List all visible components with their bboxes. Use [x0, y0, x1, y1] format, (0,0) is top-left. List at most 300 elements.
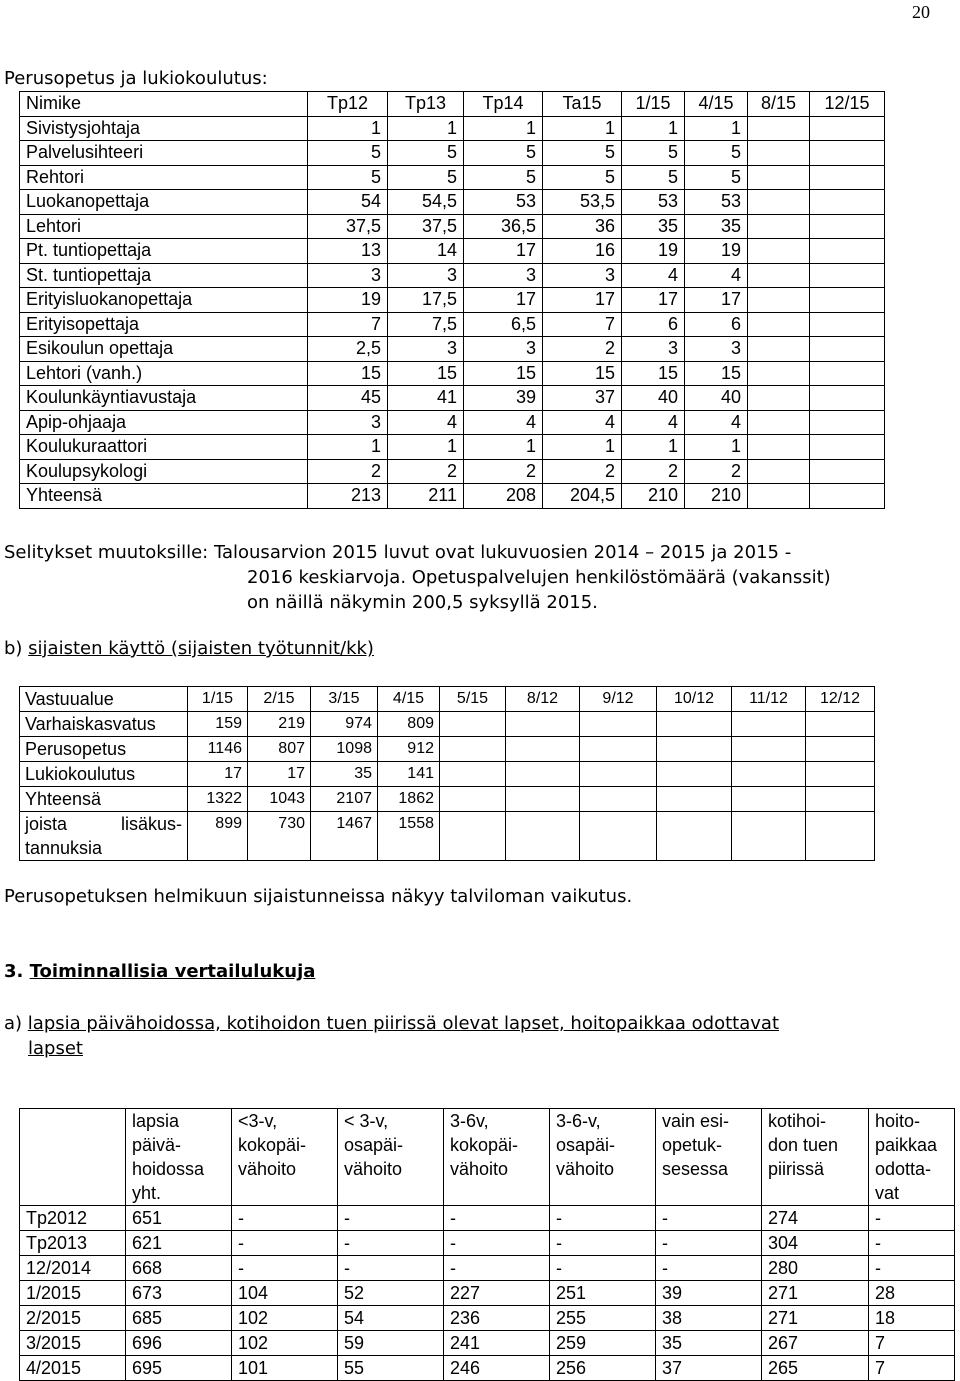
table-row [20, 312, 885, 337]
table-cell: 3 [308, 263, 388, 288]
table-cell: 1146 [188, 737, 248, 762]
table-cell: 102 [232, 1331, 338, 1356]
table-cell: 3 [308, 410, 388, 435]
table-cell [440, 712, 506, 737]
table-cell: - [550, 1206, 656, 1231]
header-cell: 4/15 [378, 687, 440, 712]
row-label: Erityisluokanopettaja [20, 288, 308, 313]
table-cell: 1 [388, 435, 464, 460]
table-cell [506, 737, 580, 762]
daycare-table [19, 1108, 955, 1381]
row-label: Yhteensä [20, 787, 188, 812]
table-cell: 15 [685, 361, 748, 386]
header-line: vain esi- [662, 1111, 730, 1131]
explanation-text-3: on näillä näkymin 200,5 syksyllä 2015. [247, 592, 598, 613]
table-cell: 1 [543, 435, 622, 460]
table-cell [580, 787, 657, 812]
table-row [20, 484, 885, 509]
table-cell: 695 [126, 1356, 232, 1381]
row-label: Esikoulun opettaja [20, 337, 308, 362]
table-cell: 45 [308, 386, 388, 411]
table-cell: 5 [543, 165, 622, 190]
table-cell: 53 [622, 190, 685, 215]
table-cell [748, 312, 810, 337]
table-row [20, 263, 885, 288]
table-cell: 5 [388, 165, 464, 190]
header-line: kotihoi- [768, 1111, 827, 1131]
header-cell: 2/15 [248, 687, 311, 712]
row-label: Erityisopettaja [20, 312, 308, 337]
table-cell: 52 [338, 1281, 444, 1306]
header-line: vähoito [344, 1159, 403, 1179]
table-cell: 17 [464, 288, 543, 313]
table-cell: 39 [464, 386, 543, 411]
table-cell: 211 [388, 484, 464, 509]
table-cell: 15 [308, 361, 388, 386]
header-cell: 12/15 [810, 92, 885, 117]
table-cell [810, 337, 885, 362]
row-label: Lehtori (vanh.) [20, 361, 308, 386]
table-cell: 4 [622, 410, 685, 435]
table-cell: 219 [248, 712, 311, 737]
table-cell: - [656, 1206, 762, 1231]
table-cell: - [444, 1206, 550, 1231]
header-cell [656, 1109, 762, 1206]
header-cell: 4/15 [685, 92, 748, 117]
table-cell: 15 [543, 361, 622, 386]
header-line: opetuk- [662, 1135, 723, 1155]
table-cell [806, 712, 875, 737]
row-label: Koulupsykologi [20, 459, 308, 484]
table-cell: 17 [248, 762, 311, 787]
table-cell [506, 712, 580, 737]
table-cell [748, 435, 810, 460]
header-cell: 1/15 [622, 92, 685, 117]
table-cell: 280 [762, 1256, 869, 1281]
table-cell: 59 [338, 1331, 444, 1356]
table-row [20, 361, 885, 386]
table-cell: 241 [444, 1331, 550, 1356]
table-row [20, 116, 885, 141]
header-cell: 9/12 [580, 687, 657, 712]
table-cell: 37,5 [388, 214, 464, 239]
row-label-line-1: joista lisäkus- [25, 814, 182, 834]
header-line: vähoito [450, 1159, 509, 1179]
header-line: <3-v, [238, 1111, 278, 1131]
header-cell: Tp14 [464, 92, 543, 117]
table-cell [810, 165, 885, 190]
substitutes-heading [4, 638, 374, 659]
table-cell: 40 [685, 386, 748, 411]
table-cell: 271 [762, 1306, 869, 1331]
table-cell: 621 [126, 1231, 232, 1256]
table-cell: - [232, 1206, 338, 1231]
header-line: lapsia [132, 1111, 180, 1131]
table-cell: - [338, 1206, 444, 1231]
table-cell [657, 762, 732, 787]
table-cell: 35 [685, 214, 748, 239]
table-cell: 13 [308, 239, 388, 264]
table-cell [732, 712, 806, 737]
table-cell: 1 [464, 435, 543, 460]
table-cell [440, 737, 506, 762]
table-cell: 17,5 [388, 288, 464, 313]
table-cell: 685 [126, 1306, 232, 1331]
table-cell [810, 312, 885, 337]
table-cell: 2 [388, 459, 464, 484]
table-cell [810, 190, 885, 215]
header-cell: 10/12 [657, 687, 732, 712]
row-label: 12/2014 [20, 1256, 126, 1281]
table-cell: - [550, 1256, 656, 1281]
row-label: Rehtori [20, 165, 308, 190]
section3-title: Toiminnallisia vertailulukuja [29, 961, 316, 982]
header-line: 3-6v, [450, 1111, 489, 1131]
table-row [20, 712, 875, 737]
table-cell [440, 812, 506, 861]
table-cell: 3 [388, 337, 464, 362]
table-cell: 5 [308, 165, 388, 190]
header-cell: Tp13 [388, 92, 464, 117]
table-cell [748, 484, 810, 509]
table-cell: 1 [388, 116, 464, 141]
header-cell [338, 1109, 444, 1206]
table-cell [810, 435, 885, 460]
table-cell: 1098 [311, 737, 378, 762]
table-cell: 40 [622, 386, 685, 411]
table-cell [748, 361, 810, 386]
table-cell: 2 [543, 337, 622, 362]
header-cell [762, 1109, 869, 1206]
table-row [20, 386, 885, 411]
header-cell: 8/12 [506, 687, 580, 712]
table-cell: 227 [444, 1281, 550, 1306]
table-row [20, 787, 875, 812]
table-cell: 104 [232, 1281, 338, 1306]
table-cell [580, 712, 657, 737]
table-cell: 5 [685, 165, 748, 190]
table-cell: 2,5 [308, 337, 388, 362]
table-cell: 246 [444, 1356, 550, 1381]
table-cell [806, 787, 875, 812]
header-line: osapäi- [344, 1135, 404, 1155]
table-cell: - [232, 1256, 338, 1281]
table-cell [810, 386, 885, 411]
explanation-block [4, 540, 831, 615]
section3-heading [4, 961, 315, 982]
table-cell: 304 [762, 1231, 869, 1256]
table-cell: 35 [656, 1331, 762, 1356]
table-cell: 5 [543, 141, 622, 166]
table-cell: 4 [685, 263, 748, 288]
table-cell: 265 [762, 1356, 869, 1381]
sub-title-line-1: lapsia päivähoidossa, kotihoidon tuen piirissä olevat lapset, hoitopaikkaa odottavat [27, 1013, 780, 1034]
table-cell: 651 [126, 1206, 232, 1231]
table-cell: 255 [550, 1306, 656, 1331]
table-cell: 17 [622, 288, 685, 313]
table-cell: 809 [378, 712, 440, 737]
table-header-row [20, 1109, 955, 1206]
table-cell [748, 337, 810, 362]
table-cell: 3 [685, 337, 748, 362]
table-cell [748, 288, 810, 313]
header-line: 3-6-v, [556, 1111, 601, 1131]
table-cell [810, 116, 885, 141]
header-cell: 5/15 [440, 687, 506, 712]
table-cell: 5 [308, 141, 388, 166]
table-cell: 7 [543, 312, 622, 337]
header-line: päivä- [132, 1135, 182, 1155]
table-cell: 2 [543, 459, 622, 484]
table-cell [732, 787, 806, 812]
table-row [20, 1331, 955, 1356]
table-cell [810, 214, 885, 239]
table-cell: 1 [308, 116, 388, 141]
table-cell: 17 [543, 288, 622, 313]
row-label: St. tuntiopettaja [20, 263, 308, 288]
header-cell [550, 1109, 656, 1206]
heading-prefix: b) [4, 638, 29, 659]
table-cell: - [550, 1231, 656, 1256]
table-cell: 37 [656, 1356, 762, 1381]
table-cell [657, 787, 732, 812]
table-cell: 28 [869, 1281, 955, 1306]
row-label: Yhteensä [20, 484, 308, 509]
table-cell: 2107 [311, 787, 378, 812]
table-cell [657, 812, 732, 861]
row-label: Varhaiskasvatus [20, 712, 188, 737]
table-row [20, 410, 885, 435]
table-cell: 53,5 [543, 190, 622, 215]
table-cell: 3 [464, 337, 543, 362]
table-cell [506, 762, 580, 787]
table-cell: - [869, 1231, 955, 1256]
table-cell: 5 [622, 141, 685, 166]
table-cell: 16 [543, 239, 622, 264]
table-cell [657, 712, 732, 737]
explanation-text-1: Talousarvion 2015 luvut ovat lukuvuosien 2014 – 2015 ja 2015 - [213, 542, 792, 563]
table-cell: 54 [308, 190, 388, 215]
table-cell [657, 737, 732, 762]
row-label: 4/2015 [20, 1356, 126, 1381]
table-cell: 2 [308, 459, 388, 484]
table-cell: 3 [388, 263, 464, 288]
table-cell: 35 [311, 762, 378, 787]
table-cell: 274 [762, 1206, 869, 1231]
table-cell: 807 [248, 737, 311, 762]
substitutes-note: Perusopetuksen helmikuun sijaistunneissa näkyy talviloman vaikutus. [4, 886, 633, 907]
table-row [20, 737, 875, 762]
staff-table [19, 91, 885, 509]
header-cell: 3/15 [311, 687, 378, 712]
table-cell: 7 [869, 1356, 955, 1381]
table-cell: 53 [464, 190, 543, 215]
header-line: yht. [132, 1183, 162, 1203]
table-cell: 1 [685, 116, 748, 141]
header-cell: 1/15 [188, 687, 248, 712]
table-cell: 1862 [378, 787, 440, 812]
header-cell [126, 1109, 232, 1206]
table-cell: 259 [550, 1331, 656, 1356]
header-line: < 3-v, [344, 1111, 389, 1131]
table-cell [748, 165, 810, 190]
table-cell: 1043 [248, 787, 311, 812]
table-cell: 256 [550, 1356, 656, 1381]
table-cell [810, 141, 885, 166]
table-cell: 3 [464, 263, 543, 288]
table-row [20, 435, 885, 460]
table-cell: 208 [464, 484, 543, 509]
table-cell: 236 [444, 1306, 550, 1331]
table-row [20, 165, 885, 190]
table-cell: 15 [464, 361, 543, 386]
table-cell: 7 [308, 312, 388, 337]
table-cell: 2 [685, 459, 748, 484]
table-cell: 899 [188, 812, 248, 861]
table-cell: 54,5 [388, 190, 464, 215]
table-cell [732, 762, 806, 787]
header-line: vähoito [238, 1159, 297, 1179]
header-line: sesessa [662, 1159, 729, 1179]
table-cell [748, 386, 810, 411]
table-cell [810, 410, 885, 435]
table-cell: 251 [550, 1281, 656, 1306]
table-cell: 267 [762, 1331, 869, 1356]
table-cell: - [444, 1256, 550, 1281]
table-row [20, 762, 875, 787]
table-cell [806, 737, 875, 762]
row-label [20, 812, 188, 861]
table-cell: 36 [543, 214, 622, 239]
header-line: vat [875, 1183, 900, 1203]
row-label-line-2: tannuksia [25, 838, 103, 858]
row-label: Koulunkäyntiavustaja [20, 386, 308, 411]
header-line: hoidossa [132, 1159, 205, 1179]
table-row [20, 812, 875, 861]
table-cell: 668 [126, 1256, 232, 1281]
table-cell: 5 [622, 165, 685, 190]
table-cell: 101 [232, 1356, 338, 1381]
table-cell [810, 263, 885, 288]
table-cell [732, 737, 806, 762]
header-line: don tuen [768, 1135, 839, 1155]
table-cell [748, 263, 810, 288]
table-cell [506, 812, 580, 861]
header-line: hoito- [875, 1111, 921, 1131]
row-label: 2/2015 [20, 1306, 126, 1331]
table-cell [810, 459, 885, 484]
explanation-text-2: 2016 keskiarvoja. Opetuspalvelujen henkilöstömäärä (vakanssit) [247, 567, 831, 588]
section-title: Perusopetus ja lukiokoulutus: [4, 68, 268, 89]
table-row [20, 1256, 955, 1281]
header-cell [869, 1109, 955, 1206]
table-cell: 17 [685, 288, 748, 313]
table-cell [748, 239, 810, 264]
table-cell: 1 [308, 435, 388, 460]
table-cell: 19 [685, 239, 748, 264]
table-cell: 696 [126, 1331, 232, 1356]
section3-sub-heading [4, 1011, 779, 1061]
table-row [20, 337, 885, 362]
header-cell: 8/15 [748, 92, 810, 117]
table-cell: 213 [308, 484, 388, 509]
row-label: Apip-ohjaaja [20, 410, 308, 435]
table-cell [810, 361, 885, 386]
header-line: vähoito [556, 1159, 615, 1179]
table-cell [580, 812, 657, 861]
table-cell: 5 [464, 165, 543, 190]
table-cell: 5 [685, 141, 748, 166]
table-cell: 1 [543, 116, 622, 141]
header-line: kokopäi- [450, 1135, 519, 1155]
table-row [20, 1206, 955, 1231]
table-cell: 5 [388, 141, 464, 166]
table-cell [810, 288, 885, 313]
row-label: Pt. tuntiopettaja [20, 239, 308, 264]
table-cell: 17 [188, 762, 248, 787]
table-cell: 1 [685, 435, 748, 460]
table-cell: 2 [464, 459, 543, 484]
table-cell: 673 [126, 1281, 232, 1306]
table-row [20, 1281, 955, 1306]
table-cell [806, 762, 875, 787]
table-cell: 41 [388, 386, 464, 411]
table-row [20, 214, 885, 239]
table-row [20, 190, 885, 215]
table-cell [440, 762, 506, 787]
row-label: Sivistysjohtaja [20, 116, 308, 141]
table-cell: 19 [308, 288, 388, 313]
row-label: 3/2015 [20, 1331, 126, 1356]
table-cell: 3 [543, 263, 622, 288]
header-cell-title: Nimike [20, 92, 308, 117]
table-cell [806, 812, 875, 861]
table-cell: 210 [685, 484, 748, 509]
table-cell [506, 787, 580, 812]
table-row [20, 288, 885, 313]
table-row [20, 239, 885, 264]
header-cell [444, 1109, 550, 1206]
table-row [20, 141, 885, 166]
table-cell: 1 [622, 116, 685, 141]
table-cell: 54 [338, 1306, 444, 1331]
table-cell: 102 [232, 1306, 338, 1331]
table-cell: 4 [464, 410, 543, 435]
table-cell: 37 [543, 386, 622, 411]
header-cell: 11/12 [732, 687, 806, 712]
header-line: paikkaa [875, 1135, 938, 1155]
header-line: piirissä [768, 1159, 825, 1179]
header-cell-title: Vastuualue [20, 687, 188, 712]
table-cell: 1 [464, 116, 543, 141]
table-cell: - [656, 1256, 762, 1281]
table-row [20, 1231, 955, 1256]
table-cell: 7 [869, 1331, 955, 1356]
substitutes-table [19, 686, 875, 861]
heading-text: sijaisten käyttö (sijaisten työtunnit/kk) [28, 638, 374, 659]
table-cell [748, 410, 810, 435]
sub-prefix: a) [4, 1013, 28, 1034]
table-cell [810, 484, 885, 509]
table-cell [748, 214, 810, 239]
table-cell: 2 [622, 459, 685, 484]
table-cell: 6,5 [464, 312, 543, 337]
table-header-row [20, 92, 885, 117]
table-cell: 4 [543, 410, 622, 435]
header-line: osapäi- [556, 1135, 616, 1155]
table-cell: 53 [685, 190, 748, 215]
table-cell: 3 [622, 337, 685, 362]
